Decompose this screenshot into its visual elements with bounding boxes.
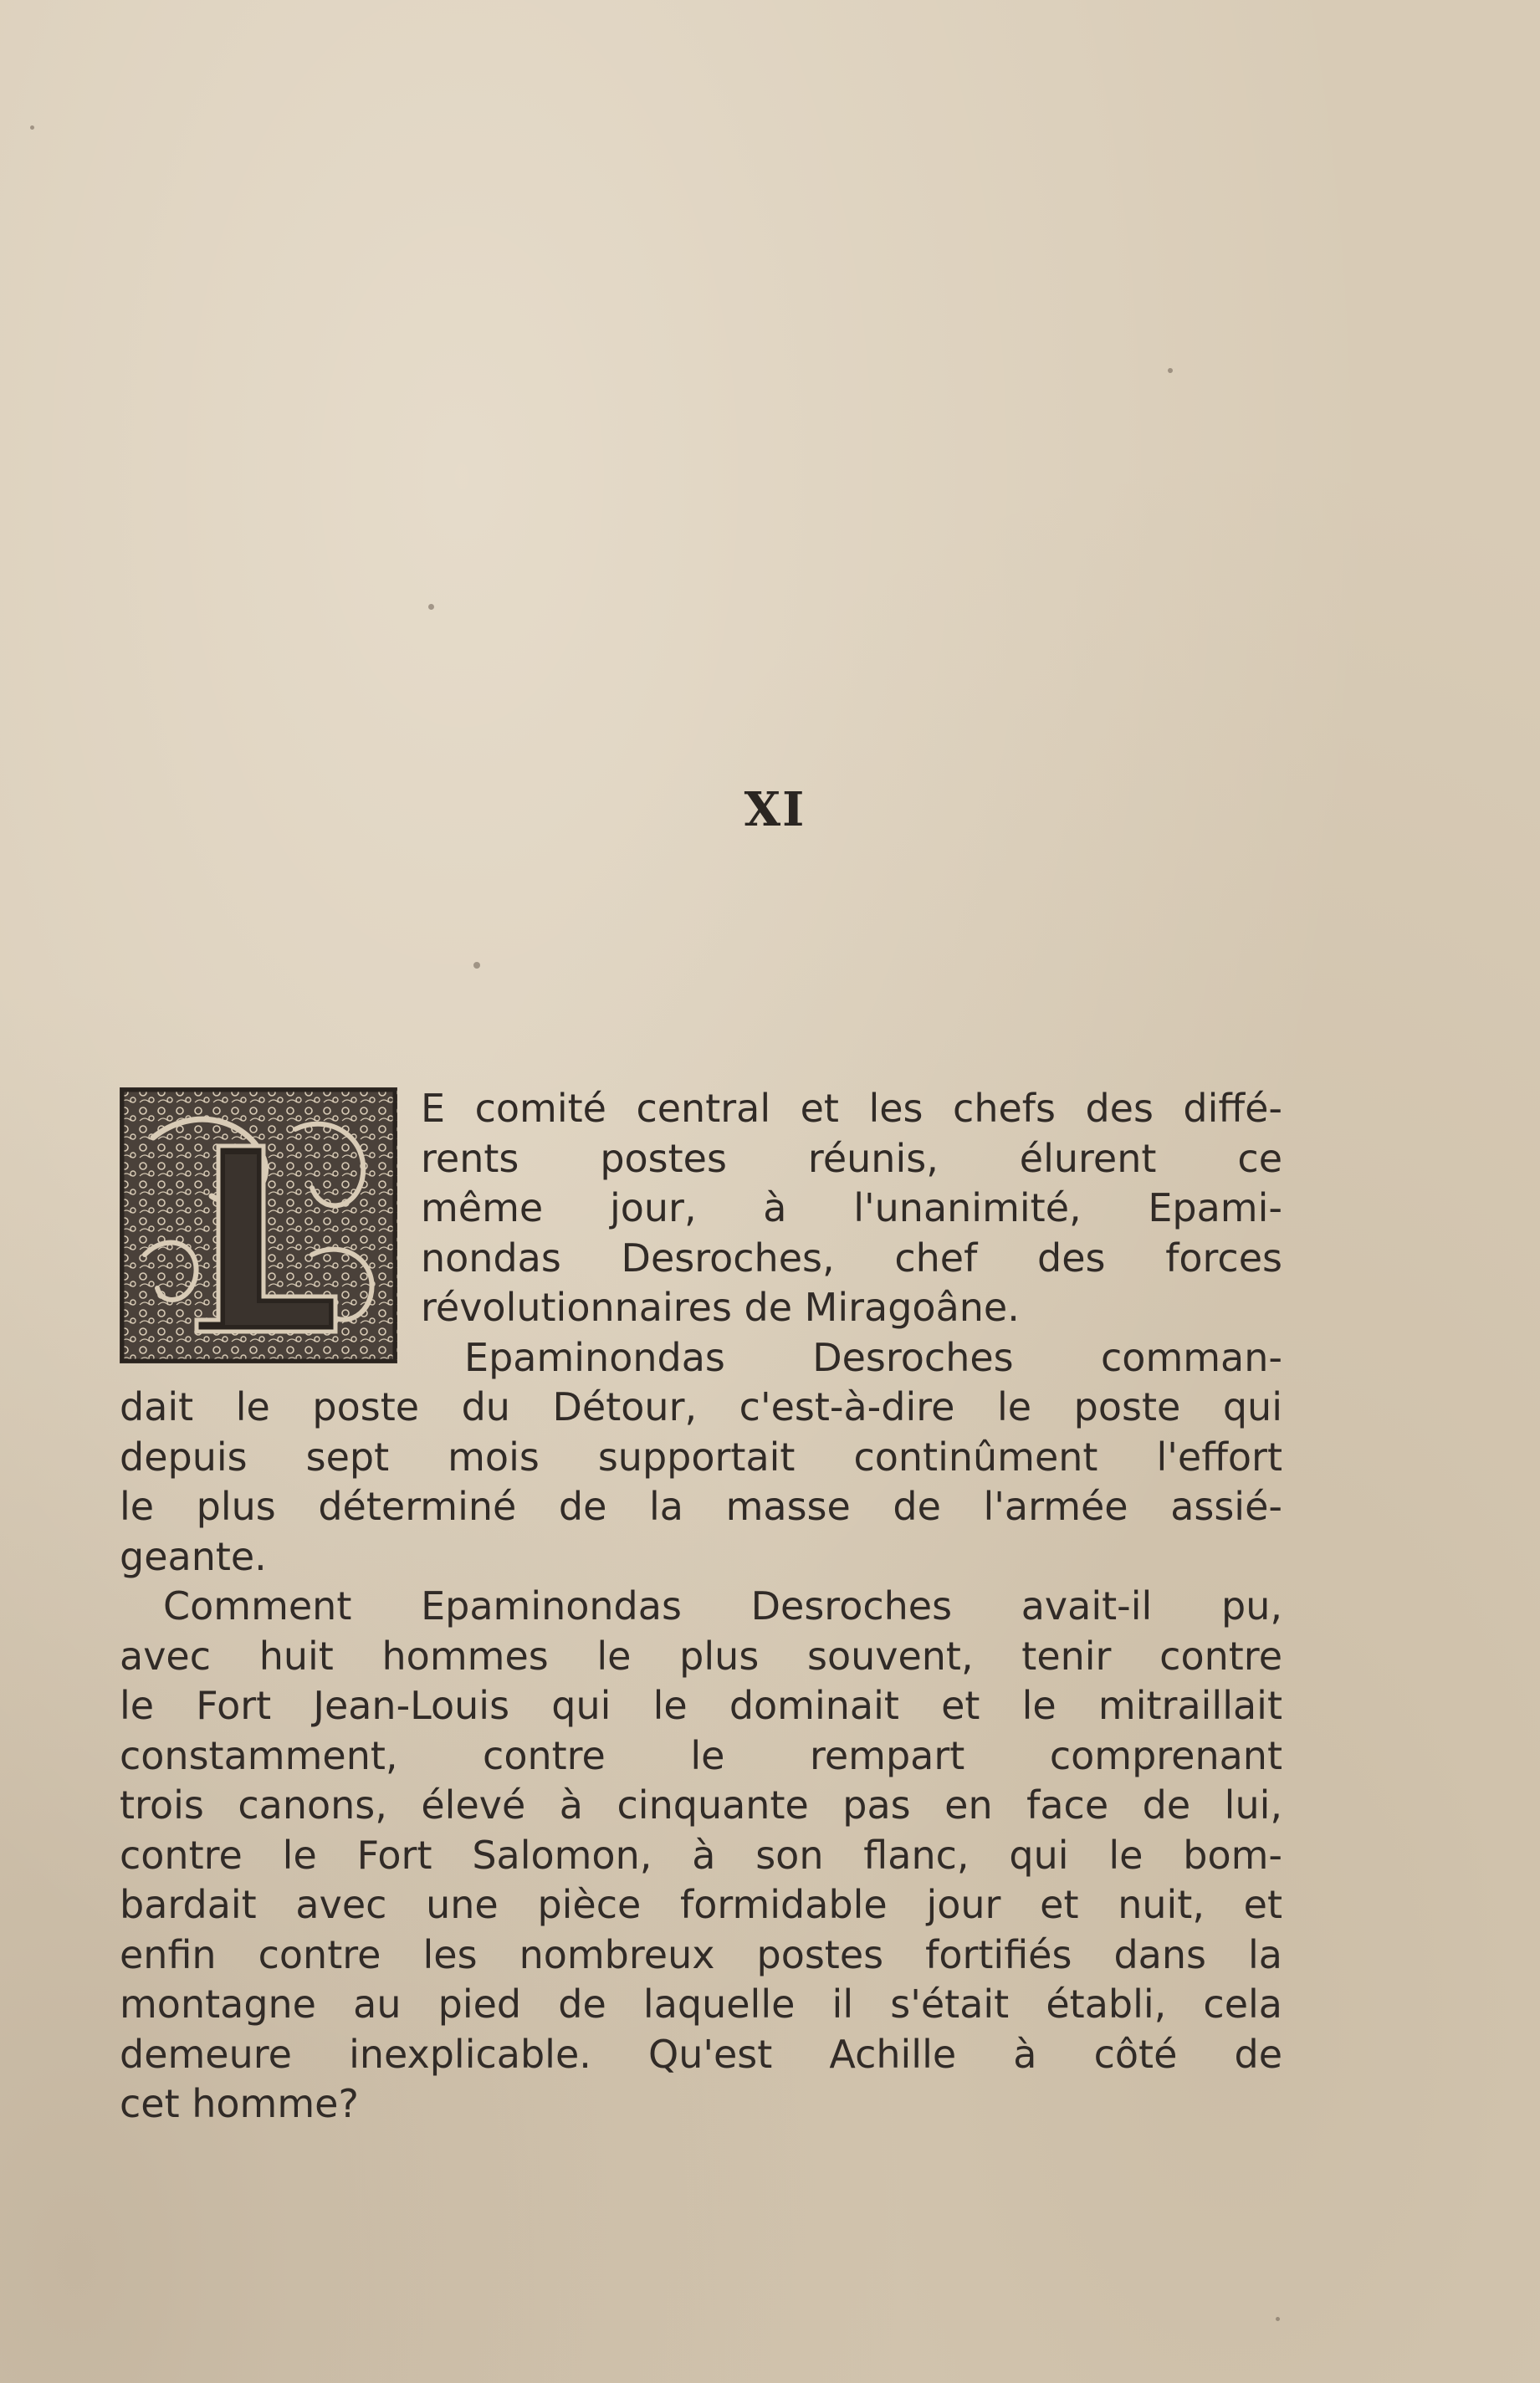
text-line: montagne au pied de laquelle il s'était établi, cela xyxy=(120,1982,1282,2027)
text-line: nondas Desroches, chef des forces xyxy=(421,1235,1282,1281)
text-line: bardait avec une pièce formidable jour et nuit, et xyxy=(120,1882,1282,1927)
paper-speck xyxy=(1168,368,1173,373)
text-line: depuis sept mois supportait continûment l'effort xyxy=(120,1434,1282,1480)
text-line: le Fort Jean-Louis qui le dominait et le mitraillait xyxy=(120,1683,1282,1728)
text-line: même jour, à l'unanimité, Epami- xyxy=(421,1185,1282,1230)
paper-speck xyxy=(1276,2317,1280,2321)
drop-cap-l-icon xyxy=(120,1087,397,1363)
text-line: cet homme? xyxy=(120,2081,359,2126)
text-line: dait le poste du Détour, c'est-à-dire le poste qui xyxy=(120,1384,1282,1429)
paper-speck xyxy=(30,125,34,130)
drop-cap-ornament xyxy=(120,1087,397,1363)
paper-speck xyxy=(473,962,480,969)
text-line: enfin contre les nombreux postes fortifiés dans la xyxy=(120,1931,1282,1977)
text-line: geante. xyxy=(120,1533,267,1579)
text-line: le plus déterminé de la masse de l'armée assié- xyxy=(120,1484,1282,1529)
text-line: contre le Fort Salomon, à son flanc, qui le bom- xyxy=(120,1832,1282,1878)
text-line: Comment Epaminondas Desroches avait-il pu, xyxy=(163,1583,1282,1629)
paper-speck xyxy=(428,604,434,610)
text-line: avec huit hommes le plus souvent, tenir contre xyxy=(120,1633,1282,1679)
text-line: rents postes réunis, élurent ce xyxy=(421,1135,1282,1181)
text-line: demeure inexplicable. Qu'est Achille à côté de xyxy=(120,2031,1282,2077)
text-line: E comité central et les chefs des diffé- xyxy=(421,1086,1282,1131)
text-line: Epaminondas Desroches comman- xyxy=(464,1334,1282,1380)
text-line: constamment, contre le rempart comprenant xyxy=(120,1732,1282,1778)
chapter-heading: XI xyxy=(744,782,806,837)
chapter-body xyxy=(120,1084,1282,2130)
text-line: trois canons, élevé à cinquante pas en face de lui, xyxy=(120,1782,1282,1828)
text-line: révolutionnaires de Miragoâne. xyxy=(421,1285,1020,1330)
